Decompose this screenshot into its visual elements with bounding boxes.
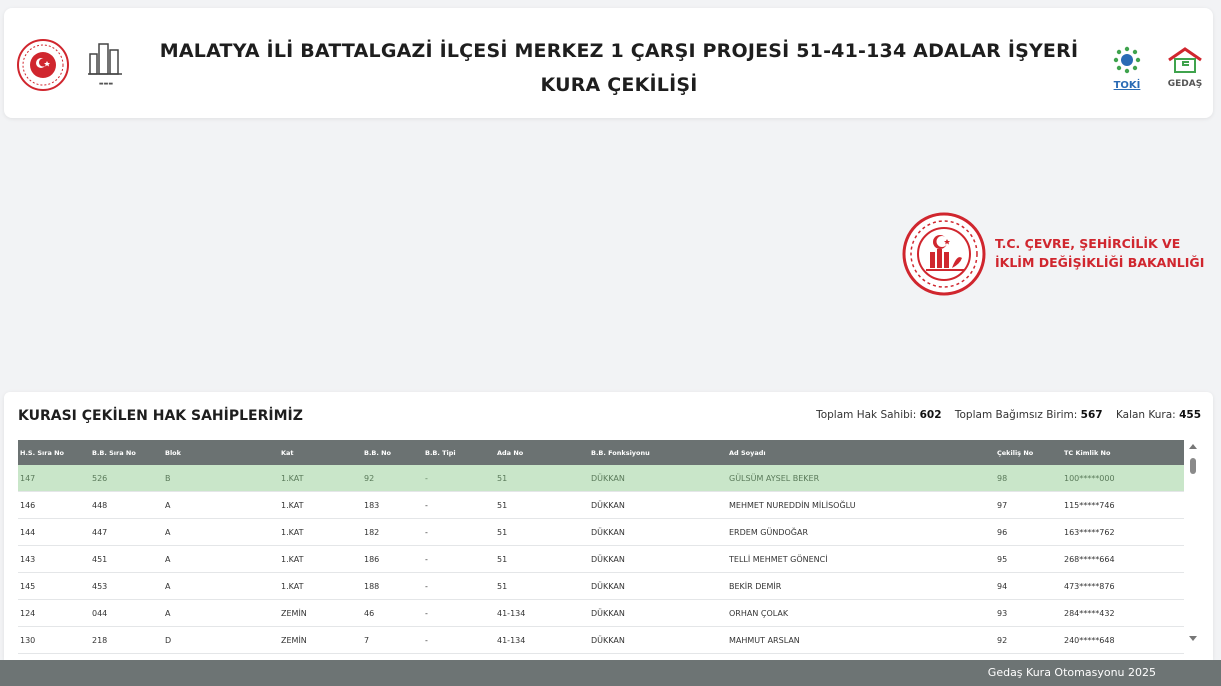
table-cell: 186 bbox=[362, 546, 423, 573]
table-cell: 41-134 bbox=[495, 627, 589, 654]
table-cell: A bbox=[163, 573, 279, 600]
table-cell: 146 bbox=[18, 492, 90, 519]
column-header[interactable]: Ad Soyadı bbox=[727, 440, 995, 465]
scroll-up-arrow-icon[interactable] bbox=[1189, 444, 1197, 449]
scroll-thumb[interactable] bbox=[1190, 458, 1196, 474]
stat-value: 602 bbox=[919, 409, 942, 421]
table-cell: ZEMİN bbox=[279, 600, 362, 627]
table-cell: 92 bbox=[362, 465, 423, 492]
table-cell: 51 bbox=[495, 573, 589, 600]
table-cell: 51 bbox=[495, 465, 589, 492]
table-header-row bbox=[18, 440, 1184, 465]
table-cell: - bbox=[423, 492, 495, 519]
stat-value: 455 bbox=[1179, 409, 1201, 421]
table-cell: 41-134 bbox=[495, 600, 589, 627]
column-header[interactable]: Ada No bbox=[495, 440, 589, 465]
ministry-seal-icon bbox=[902, 212, 986, 296]
table-cell: 97 bbox=[995, 492, 1062, 519]
toki-logo-text: TOKİ bbox=[1113, 80, 1141, 91]
stat-label: Kalan Kura: bbox=[1115, 409, 1176, 421]
results-panel bbox=[4, 392, 1213, 660]
table-cell: 46 bbox=[362, 600, 423, 627]
column-header[interactable]: Kat bbox=[279, 440, 362, 465]
table-cell: 044 bbox=[90, 600, 163, 627]
table-row[interactable] bbox=[18, 546, 1184, 573]
column-header[interactable]: B.B. Fonksiyonu bbox=[589, 440, 727, 465]
table-cell: 240*****648 bbox=[1062, 627, 1184, 654]
table-cell: 130 bbox=[18, 627, 90, 654]
table-cell: 95 bbox=[995, 546, 1062, 573]
table-cell: 448 bbox=[90, 492, 163, 519]
table-cell: 1.KAT bbox=[279, 519, 362, 546]
table-cell: 93 bbox=[995, 600, 1062, 627]
table-cell: 447 bbox=[90, 519, 163, 546]
table-cell: MEHMET NUREDDİN MİLİSOĞLU bbox=[727, 492, 995, 519]
table-row[interactable] bbox=[18, 627, 1184, 654]
table-cell: 188 bbox=[362, 573, 423, 600]
table-cell: 147 bbox=[18, 465, 90, 492]
table-cell: 124 bbox=[18, 600, 90, 627]
table-cell: DÜKKAN bbox=[589, 465, 727, 492]
table-cell: TELLİ MEHMET GÖNENCİ bbox=[727, 546, 995, 573]
table-cell: BEKİR DEMİR bbox=[727, 573, 995, 600]
table-cell: 526 bbox=[90, 465, 163, 492]
table-cell: GÜLSÜM AYSEL BEKER bbox=[727, 465, 995, 492]
table-cell: 451 bbox=[90, 546, 163, 573]
column-header[interactable]: B.B. No bbox=[362, 440, 423, 465]
table-cell: - bbox=[423, 546, 495, 573]
table-cell: A bbox=[163, 492, 279, 519]
table-cell: 1.KAT bbox=[279, 465, 362, 492]
table-cell: 268*****664 bbox=[1062, 546, 1184, 573]
table-cell: 144 bbox=[18, 519, 90, 546]
table-cell: A bbox=[163, 519, 279, 546]
table-cell: B bbox=[163, 465, 279, 492]
results-table-container[interactable] bbox=[18, 440, 1184, 660]
table-cell: DÜKKAN bbox=[589, 573, 727, 600]
table-cell: DÜKKAN bbox=[589, 627, 727, 654]
table-cell: 145 bbox=[18, 573, 90, 600]
table-cell: ZEMİN bbox=[279, 627, 362, 654]
table-cell: - bbox=[423, 465, 495, 492]
table-row[interactable] bbox=[18, 519, 1184, 546]
page-title bbox=[154, 34, 1084, 102]
panel-title: KURASI ÇEKİLEN HAK SAHİPLERİMİZ bbox=[18, 408, 303, 424]
header-bar bbox=[4, 8, 1213, 118]
table-cell: 51 bbox=[495, 546, 589, 573]
table-cell: DÜKKAN bbox=[589, 519, 727, 546]
table-cell: 453 bbox=[90, 573, 163, 600]
building-logo: ▬▬▬ bbox=[84, 40, 128, 92]
gedas-logo bbox=[1162, 46, 1208, 98]
stat-total-owners bbox=[816, 409, 941, 421]
title-line-1: MALATYA İLİ BATTALGAZİ İLÇESİ MERKEZ 1 ÇARŞI PROJESİ 51-41-134 ADALAR İŞYERİ bbox=[159, 40, 1079, 62]
table-cell: D bbox=[163, 627, 279, 654]
stat-label: Toplam Bağımsız Birim: bbox=[954, 409, 1078, 421]
footer-bar bbox=[0, 660, 1221, 686]
table-cell: 115*****746 bbox=[1062, 492, 1184, 519]
title-line-2: KURA ÇEKİLİŞİ bbox=[540, 74, 698, 96]
ministry-logo bbox=[902, 212, 1218, 298]
stats-summary bbox=[806, 409, 1201, 421]
stat-remaining bbox=[1116, 409, 1201, 421]
table-row[interactable] bbox=[18, 573, 1184, 600]
stat-label: Toplam Hak Sahibi: bbox=[816, 409, 917, 421]
table-cell: 183 bbox=[362, 492, 423, 519]
column-header[interactable]: Çekiliş No bbox=[995, 440, 1062, 465]
table-cell: 51 bbox=[495, 519, 589, 546]
ministry-name-line-2: İKLİM DEĞİŞİKLİĞİ BAKANLIĞI bbox=[995, 255, 1205, 270]
toki-logo bbox=[1107, 46, 1147, 98]
column-header[interactable]: B.B. Tipi bbox=[423, 440, 495, 465]
table-cell: 218 bbox=[90, 627, 163, 654]
table-cell: - bbox=[423, 519, 495, 546]
column-header[interactable]: TC Kimlik No bbox=[1062, 440, 1184, 465]
table-cell: 94 bbox=[995, 573, 1062, 600]
table-cell: 1.KAT bbox=[279, 546, 362, 573]
table-cell: 1.KAT bbox=[279, 492, 362, 519]
table-scrollbar[interactable] bbox=[1187, 440, 1199, 650]
table-cell: ORHAN ÇOLAK bbox=[727, 600, 995, 627]
table-cell: DÜKKAN bbox=[589, 600, 727, 627]
table-row[interactable] bbox=[18, 600, 1184, 627]
table-cell: 92 bbox=[995, 627, 1062, 654]
table-cell: 143 bbox=[18, 546, 90, 573]
table-cell: 100*****000 bbox=[1062, 465, 1184, 492]
results-table bbox=[18, 440, 1184, 654]
government-seal-logo bbox=[16, 38, 70, 92]
table-row[interactable] bbox=[18, 465, 1184, 492]
table-cell: 163*****762 bbox=[1062, 519, 1184, 546]
table-cell: 96 bbox=[995, 519, 1062, 546]
table-cell: A bbox=[163, 600, 279, 627]
table-cell: - bbox=[423, 573, 495, 600]
table-cell: DÜKKAN bbox=[589, 492, 727, 519]
column-header[interactable]: Blok bbox=[163, 440, 279, 465]
table-row[interactable] bbox=[18, 492, 1184, 519]
table-cell: 284*****432 bbox=[1062, 600, 1184, 627]
table-cell: MAHMUT ARSLAN bbox=[727, 627, 995, 654]
column-header[interactable]: B.B. Sıra No bbox=[90, 440, 163, 465]
column-header[interactable]: H.S. Sıra No bbox=[18, 440, 90, 465]
gedas-logo-text: GEDAŞ bbox=[1167, 79, 1203, 89]
table-cell: 182 bbox=[362, 519, 423, 546]
table-cell: ERDEM GÜNDOĞAR bbox=[727, 519, 995, 546]
table-cell: 51 bbox=[495, 492, 589, 519]
table-cell: 98 bbox=[995, 465, 1062, 492]
table-cell: 473*****876 bbox=[1062, 573, 1184, 600]
table-cell: 1.KAT bbox=[279, 573, 362, 600]
stat-value: 567 bbox=[1080, 409, 1103, 421]
footer-text: Gedaş Kura Otomasyonu 2025 bbox=[987, 666, 1156, 679]
stat-total-units bbox=[955, 409, 1103, 421]
table-cell: - bbox=[423, 600, 495, 627]
table-cell: - bbox=[423, 627, 495, 654]
scroll-down-arrow-icon[interactable] bbox=[1189, 636, 1197, 641]
ministry-name-line-1: T.C. ÇEVRE, ŞEHİRCİLİK VE bbox=[995, 236, 1181, 251]
table-cell: 7 bbox=[362, 627, 423, 654]
table-cell: DÜKKAN bbox=[589, 546, 727, 573]
table-cell: A bbox=[163, 546, 279, 573]
